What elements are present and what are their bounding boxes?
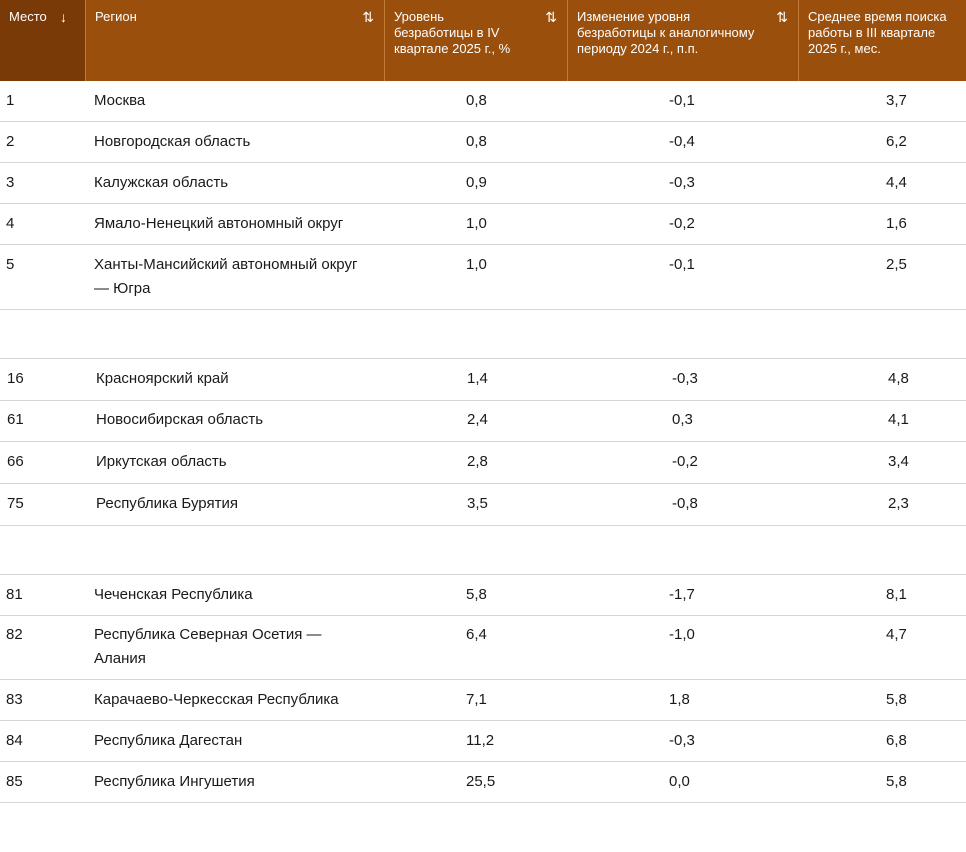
column-header-region-label: Регион: [95, 9, 137, 24]
cell-change: -0,8: [672, 495, 698, 512]
table-row: [0, 400, 966, 442]
cell-rate: 1,0: [466, 256, 487, 273]
column-header-change[interactable]: [567, 0, 798, 81]
table-row: [0, 721, 966, 762]
cell-region: Карачаево-Черкесская Республика: [94, 691, 339, 708]
cell-rate: 6,4: [466, 626, 487, 643]
cell-rate: 2,8: [467, 453, 488, 470]
cell-place: 66: [7, 453, 24, 470]
cell-rate: 1,4: [467, 370, 488, 387]
cell-time: 4,7: [886, 626, 907, 643]
cell-place: 1: [6, 92, 15, 109]
cell-place: 61: [7, 411, 24, 428]
column-header-region[interactable]: [85, 0, 384, 81]
cell-region: Республика Ингушетия: [94, 773, 255, 790]
cell-rate: 3,5: [467, 495, 488, 512]
table-row: [0, 163, 966, 204]
table-row: [0, 762, 966, 803]
cell-time: 4,8: [888, 370, 909, 387]
column-header-place-label: Место: [9, 9, 47, 24]
cell-time: 4,4: [886, 174, 907, 191]
table-row: [0, 204, 966, 245]
cell-place: 3: [6, 174, 15, 191]
cell-rate: 11,2: [466, 732, 495, 749]
cell-change: -0,4: [669, 133, 695, 150]
column-header-time-label: Среднее время поиска работы в III квартале 2025 г., мес.: [808, 9, 947, 56]
cell-change: -1,7: [669, 586, 695, 603]
sort-toggle-icon[interactable]: ⇅: [776, 9, 788, 25]
cell-time: 5,8: [886, 773, 907, 790]
cell-change: -0,2: [672, 453, 698, 470]
cell-region: Новгородская область: [94, 133, 251, 150]
cell-place: 84: [6, 732, 23, 749]
cell-region: Красноярский край: [96, 370, 229, 387]
cell-region: Ханты-Мансийский автономный округ — Югра: [94, 256, 358, 297]
cell-rate: 5,8: [466, 586, 487, 603]
cell-time: 1,6: [886, 215, 907, 232]
column-header-rate[interactable]: [384, 0, 567, 81]
column-header-time[interactable]: [798, 0, 966, 81]
cell-time: 3,4: [888, 453, 909, 470]
cell-region: Ямало-Ненецкий автономный округ: [94, 215, 344, 232]
cell-time: 3,7: [886, 92, 907, 109]
cell-place: 75: [7, 495, 24, 512]
cell-region: Новосибирская область: [96, 411, 264, 428]
cell-rate: 0,9: [466, 174, 487, 191]
table-row: [0, 442, 966, 484]
cell-change: 1,8: [669, 691, 690, 708]
cell-rate: 1,0: [466, 215, 487, 232]
cell-region: Республика Дагестан: [94, 732, 243, 749]
column-header-rate-label: Уровень безработицы в IV квартале 2025 г., %: [394, 9, 511, 56]
cell-change: 0,3: [672, 411, 693, 428]
cell-time: 2,3: [888, 495, 909, 512]
cell-change: -0,1: [669, 92, 695, 109]
cell-change: -0,1: [669, 256, 695, 273]
cell-region: Республика Северная Осетия — Алания: [94, 626, 322, 667]
cell-region: Иркутская область: [96, 453, 227, 470]
cell-time: 6,8: [886, 732, 907, 749]
cell-region: Москва: [94, 92, 146, 109]
cell-rate: 25,5: [466, 773, 496, 790]
cell-change: -1,0: [669, 626, 695, 643]
cell-time: 8,1: [886, 586, 907, 603]
sort-toggle-icon[interactable]: ⇅: [362, 9, 374, 25]
cell-rate: 0,8: [466, 133, 487, 150]
table-row: [0, 245, 966, 310]
table-row: [0, 358, 966, 401]
cell-place: 85: [6, 773, 23, 790]
cell-change: -0,3: [672, 370, 698, 387]
cell-place: 82: [6, 626, 23, 643]
cell-place: 16: [7, 370, 24, 387]
table-row: [0, 122, 966, 163]
table-row: [0, 680, 966, 721]
cell-rate: 7,1: [466, 691, 487, 708]
cell-region: Калужская область: [94, 174, 229, 191]
cell-time: 6,2: [886, 133, 907, 150]
cell-place: 4: [6, 215, 15, 232]
column-header-change-label: Изменение уровня безработицы к аналогичному периоду 2024 г., п.п.: [577, 9, 755, 56]
cell-change: -0,2: [669, 215, 695, 232]
cell-region: Республика Бурятия: [96, 495, 238, 512]
sort-toggle-icon[interactable]: ⇅: [545, 9, 557, 25]
sort-down-icon[interactable]: ↓: [60, 9, 67, 25]
cell-time: 4,1: [888, 411, 909, 428]
cell-place: 83: [6, 691, 23, 708]
cell-place: 5: [6, 256, 15, 273]
cell-time: 5,8: [886, 691, 907, 708]
cell-region: Чеченская Республика: [94, 586, 253, 603]
cell-place: 81: [6, 586, 23, 603]
table-row: [0, 574, 966, 616]
cell-change: -0,3: [669, 174, 695, 191]
cell-rate: 2,4: [467, 411, 488, 428]
table-row: [0, 484, 966, 526]
cell-time: 2,5: [886, 256, 907, 273]
cell-change: 0,0: [669, 773, 690, 790]
table-header: [0, 0, 966, 81]
cell-change: -0,3: [669, 732, 695, 749]
table-row: [0, 615, 966, 680]
cell-place: 2: [6, 133, 15, 150]
cell-rate: 0,8: [466, 92, 487, 109]
column-header-place[interactable]: [0, 0, 85, 81]
table-row: [0, 81, 966, 122]
